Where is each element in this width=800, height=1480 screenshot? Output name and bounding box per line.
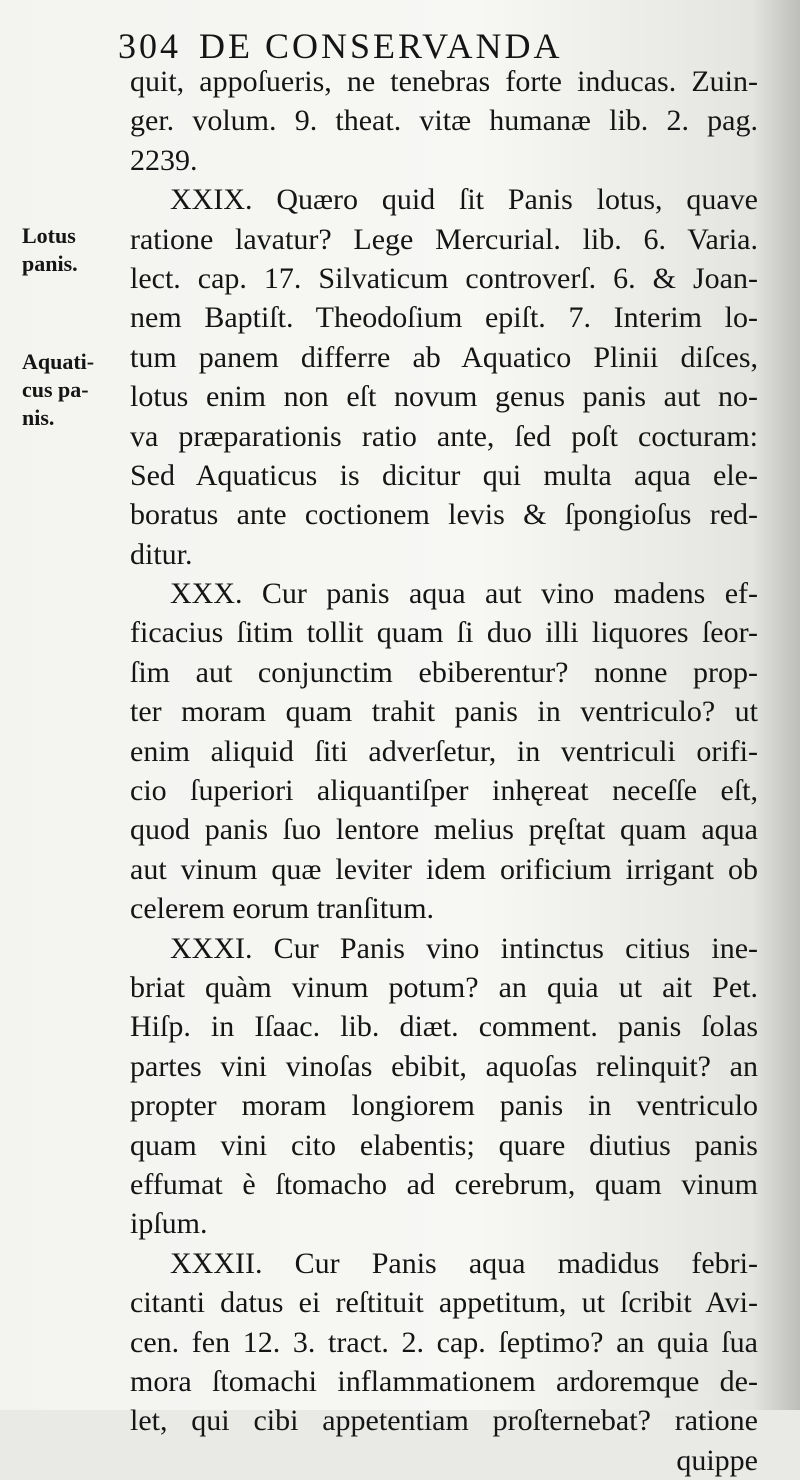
body-text (130, 62, 758, 1480)
text-line: quod panis ſuo lentore melius pręſtat quam aqua (130, 813, 758, 847)
text-line: va præparationis ratio ante, ſed poſt cocturam: (130, 419, 758, 453)
section-heading-xxxi: XXXI. Cur Panis vino intinctus citius ine- (170, 931, 758, 965)
catchword: quippe (676, 1443, 758, 1477)
margin-note-aquati: Aquati- (22, 349, 95, 374)
text-line: enim aliquid ſiti adverſetur, in ventriculi orifi- (130, 734, 758, 768)
text-line: aut vinum quæ leviter idem orificium irrigant ob (130, 852, 758, 886)
text-line: 2239. (130, 143, 198, 177)
section-heading-xxix: XXIX. Quæro quid ſit Panis lotus, quave (170, 183, 758, 217)
section-heading-xxx: XXX. Cur panis aqua aut vino madens ef- (170, 577, 758, 611)
text-line: ipſum. (130, 1207, 208, 1241)
text-line: partes vini vinoſas ebibit, aquoſas relinquit? an (130, 1049, 758, 1083)
margin-note-nis: nis. (22, 405, 55, 430)
running-title: DE CONSERVANDA (199, 26, 563, 66)
text-line: boratus ante coctionem levis & ſpongioſus red- (130, 498, 758, 532)
text-line: cio ſuperiori aliquantiſper inhęreat neceſſe eſt, (130, 774, 758, 808)
text-line: nem Baptiſt. Theodoſium epiſt. 7. Interim lo- (130, 301, 758, 335)
text-line: tum panem differre ab Aquatico Plinii diſces, (130, 340, 758, 374)
margin-note-lotus: Lotus (22, 223, 76, 248)
text-line: ſim aut conjunctim ebiberentur? nonne prop- (130, 655, 758, 689)
text-line: effumat è ſtomacho ad cerebrum, quam vinum (130, 1167, 758, 1201)
text-line: mora ſtomachi inflammationem ardoremque de- (130, 1364, 758, 1398)
text-line: celerem eorum tranſitum. (130, 892, 435, 926)
text-line: propter moram longiorem panis in ventriculo (130, 1089, 758, 1123)
text-line: quam vini cito elabentis; quare diutius panis (130, 1128, 758, 1162)
text-line: ter moram quam trahit panis in ventriculo? ut (130, 695, 758, 729)
text-line: ficacius ſitim tollit quam ſi duo illi liquores ſeor- (130, 616, 758, 650)
text-line: quit, appoſueris, ne tenebras forte inducas. Zuin- (130, 65, 758, 98)
text-line: Sed Aquaticus is dicitur qui multa aqua ele- (130, 458, 758, 492)
text-line: lotus enim non eſt novum genus panis aut no- (130, 380, 758, 414)
margin-note-cus-pa: cus pa- (22, 377, 89, 402)
margin-note-panis: panis. (22, 251, 78, 276)
text-line: ger. volum. 9. theat. vitæ humanæ lib. 2. pag. (130, 104, 758, 138)
text-line: citanti datus ei reſtituit appetitum, ut ſcribit Avi- (130, 1286, 758, 1320)
section-heading-xxxii: XXXII. Cur Panis aqua madidus febri- (170, 1246, 758, 1280)
page-number: 304 (118, 26, 181, 66)
text-line: briat quàm vinum potum? an quia ut ait Pet. (130, 970, 758, 1004)
text-line: ratione lavatur? Lege Mercurial. lib. 6. Varia. (130, 222, 758, 256)
text-line: Hiſp. in Iſaac. lib. diæt. comment. panis ſolas (130, 1010, 758, 1044)
text-line: lect. cap. 17. Silvaticum controverſ. 6. & Joan- (130, 261, 758, 295)
text-line: let, qui cibi appetentiam proſternebat? ratione (130, 1404, 758, 1438)
text-line: cen. fen 12. 3. tract. 2. cap. ſeptimo? an quia ſua (130, 1325, 758, 1359)
text-line: ditur. (130, 537, 193, 571)
